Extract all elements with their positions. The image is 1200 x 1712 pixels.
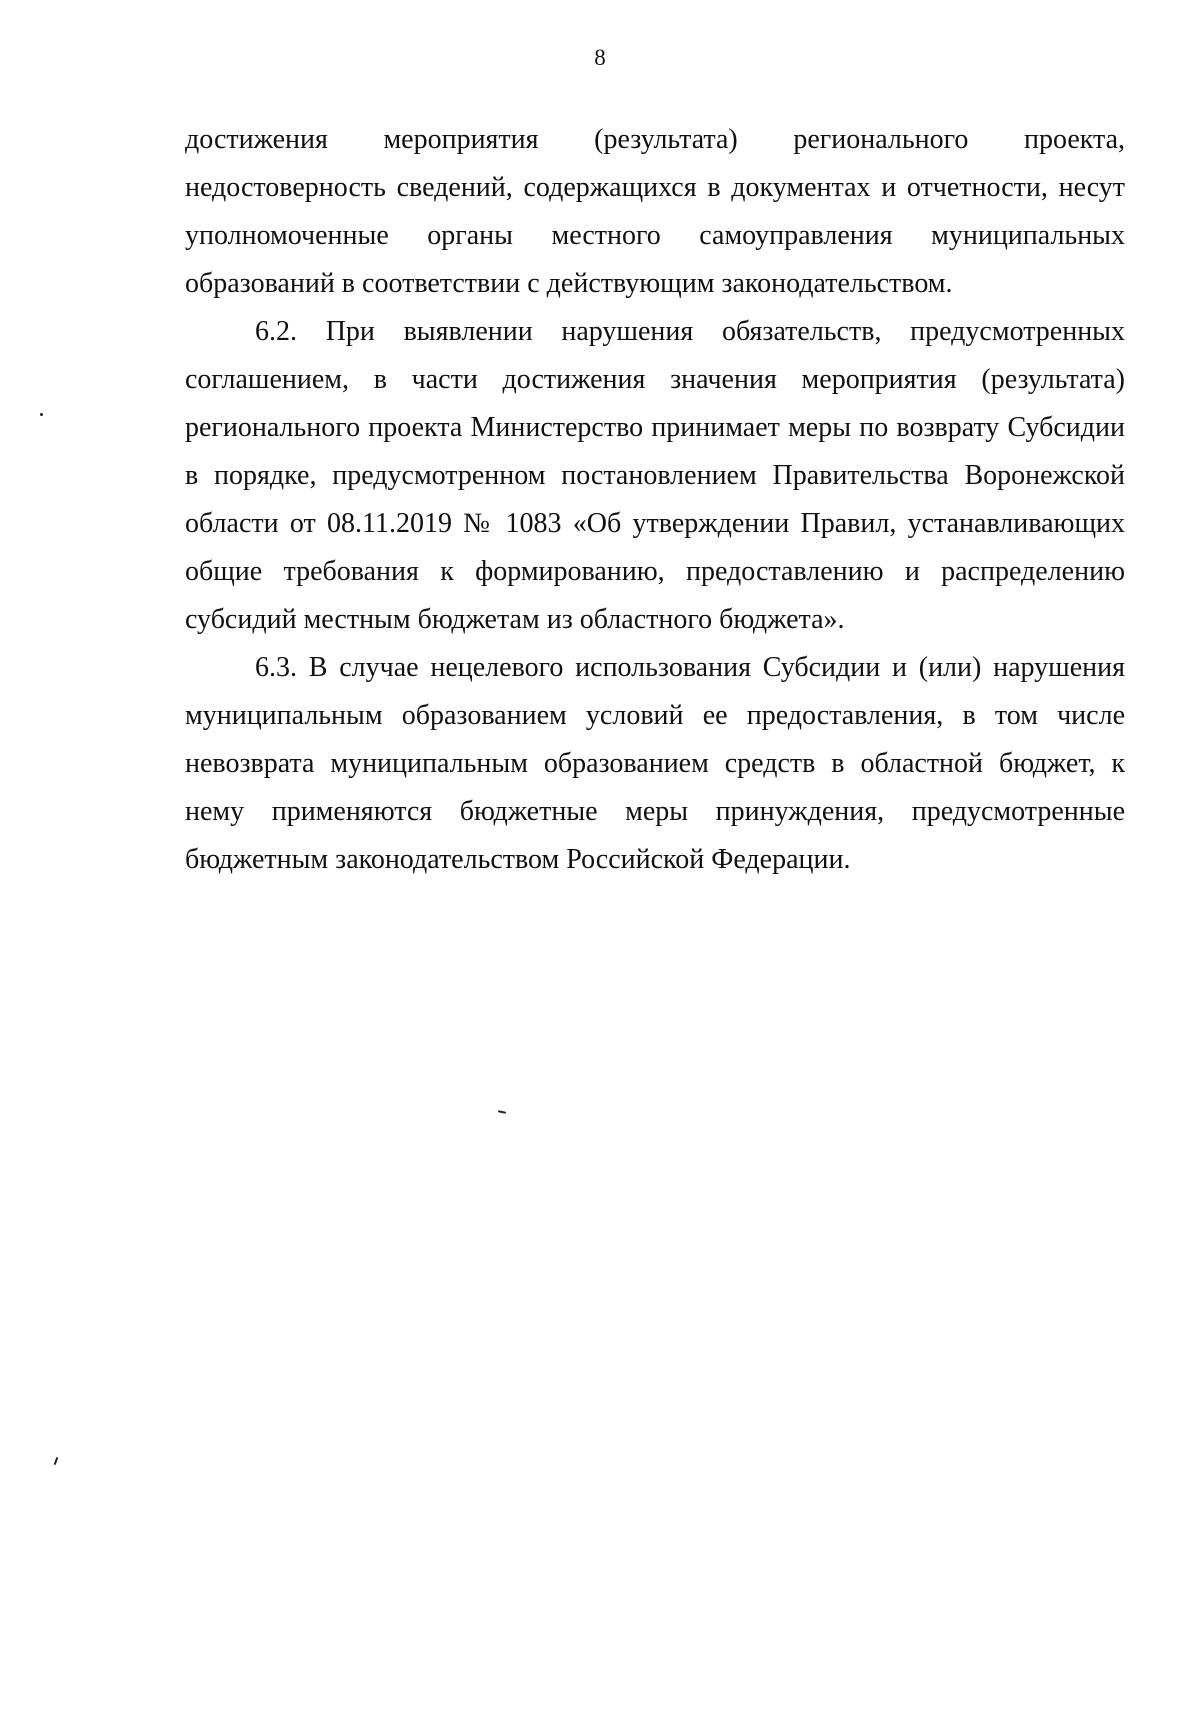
page-number: 8 [594, 45, 606, 70]
scan-speck [54, 1457, 59, 1465]
paragraph-continuation: достижения мероприятия (результата) регионального проекта, недостоверность сведений, содержащихся в документах и отчетности, несут уполномоченные органы местного самоуправления муниципальных образований в соответствии с действующим законодательством. [185, 124, 1125, 299]
paragraph-6-3: 6.3. В случае нецелевого использования Субсидии и (или) нарушения муниципальным образованием условий ее предоставления, в том числе невозврата муниципальным образованием средств в областной бюджет, к нему применяются бюджетные меры принуждения, предусмотренные бюджетным законодательством Российской Федерации. [185, 652, 1125, 875]
scan-speck [498, 1110, 506, 1114]
document-body [185, 116, 1125, 884]
paragraph-6-2: 6.2. При выявлении нарушения обязательств, предусмотренных соглашением, в части достижения значения мероприятия (результата) регионального проекта Министерство принимает меры по возврату Субсидии в порядке, предусмотренном постановлением Правительства Воронежской области от 08.11.2019 № 1083 «Об утверждении Правил, устанавливающих общие требования к формированию, предоставлению и распределению субсидий местным бюджетам из областного бюджета». [185, 316, 1125, 635]
scan-speck [40, 413, 43, 416]
